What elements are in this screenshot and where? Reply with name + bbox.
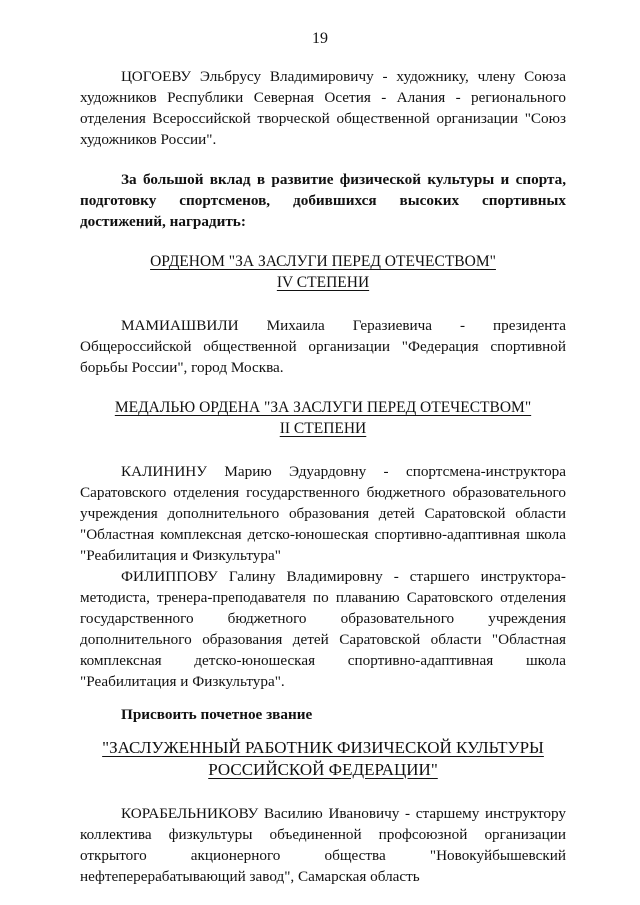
honorary-title-heading: [80, 737, 566, 781]
honorary-title-heading-line2: РОССИЙСКОЙ ФЕДЕРАЦИИ": [208, 760, 438, 779]
medal-heading: [80, 397, 566, 439]
document-body: [80, 66, 566, 887]
award-entry-kalinina: КАЛИНИНУ Марию Эдуардовну - спортсмена-инструктора Саратовского отделения государственного бюджетного образовательного учреждения дополнительного образования детей Саратовской области "Областная комплексная детско-юношеская спортивно-адаптивная школа "Реабилитация и Физкультура": [80, 463, 566, 564]
order-heading-line2: IV СТЕПЕНИ: [276, 274, 370, 291]
award-entry-korabelnikov: КОРАБЕЛЬНИКОВУ Василию Ивановичу - старшему инструктору коллектива физкультуры объединенной профсоюзной организации открытого акционерного общества "Новокуйбышевский нефтеперерабатывающий завод", Самарская область: [80, 805, 566, 885]
award-entry-filippova: ФИЛИППОВУ Галину Владимировну - старшего инструктора-методиста, тренера-преподавателя по плаванию Саратовского отделения государственного бюджетного образовательного учреждения дополнительного образования детей Саратовской области "Областная комплексная детско-юношеская спортивно-адаптивная школа "Реабилитация и Физкультура".: [80, 568, 566, 690]
order-heading: [80, 251, 566, 293]
page-number: 19: [312, 30, 328, 47]
assign-title-paragraph: Присвоить почетное звание: [121, 706, 313, 723]
award-intro-paragraph: За большой вклад в развитие физической культуры и спорта, подготовку спортсменов, добившихся высоких спортивных достижений, наградить:: [80, 171, 566, 230]
order-heading-line1: ОРДЕНОМ "ЗА ЗАСЛУГИ ПЕРЕД ОТЕЧЕСТВОМ": [150, 253, 496, 270]
award-entry-tsogoev: ЦОГОЕВУ Эльбрусу Владимировичу - художнику, члену Союза художников Республики Северная Осетия - Алания - регионального отделения Всероссийской творческой общественной организации "Союз художников России".: [80, 68, 566, 148]
medal-heading-line1: МЕДАЛЬЮ ОРДЕНА "ЗА ЗАСЛУГИ ПЕРЕД ОТЕЧЕСТВОМ": [114, 399, 532, 416]
honorary-title-heading-line1: "ЗАСЛУЖЕННЫЙ РАБОТНИК ФИЗИЧЕСКОЙ КУЛЬТУРЫ: [102, 738, 544, 757]
medal-heading-line2: II СТЕПЕНИ: [279, 420, 367, 437]
award-entry-mamiashvili: МАМИАШВИЛИ Михаила Геразиевича - президента Общероссийской общественной организации "Федерация спортивной борьбы России", город Москва.: [80, 317, 566, 376]
